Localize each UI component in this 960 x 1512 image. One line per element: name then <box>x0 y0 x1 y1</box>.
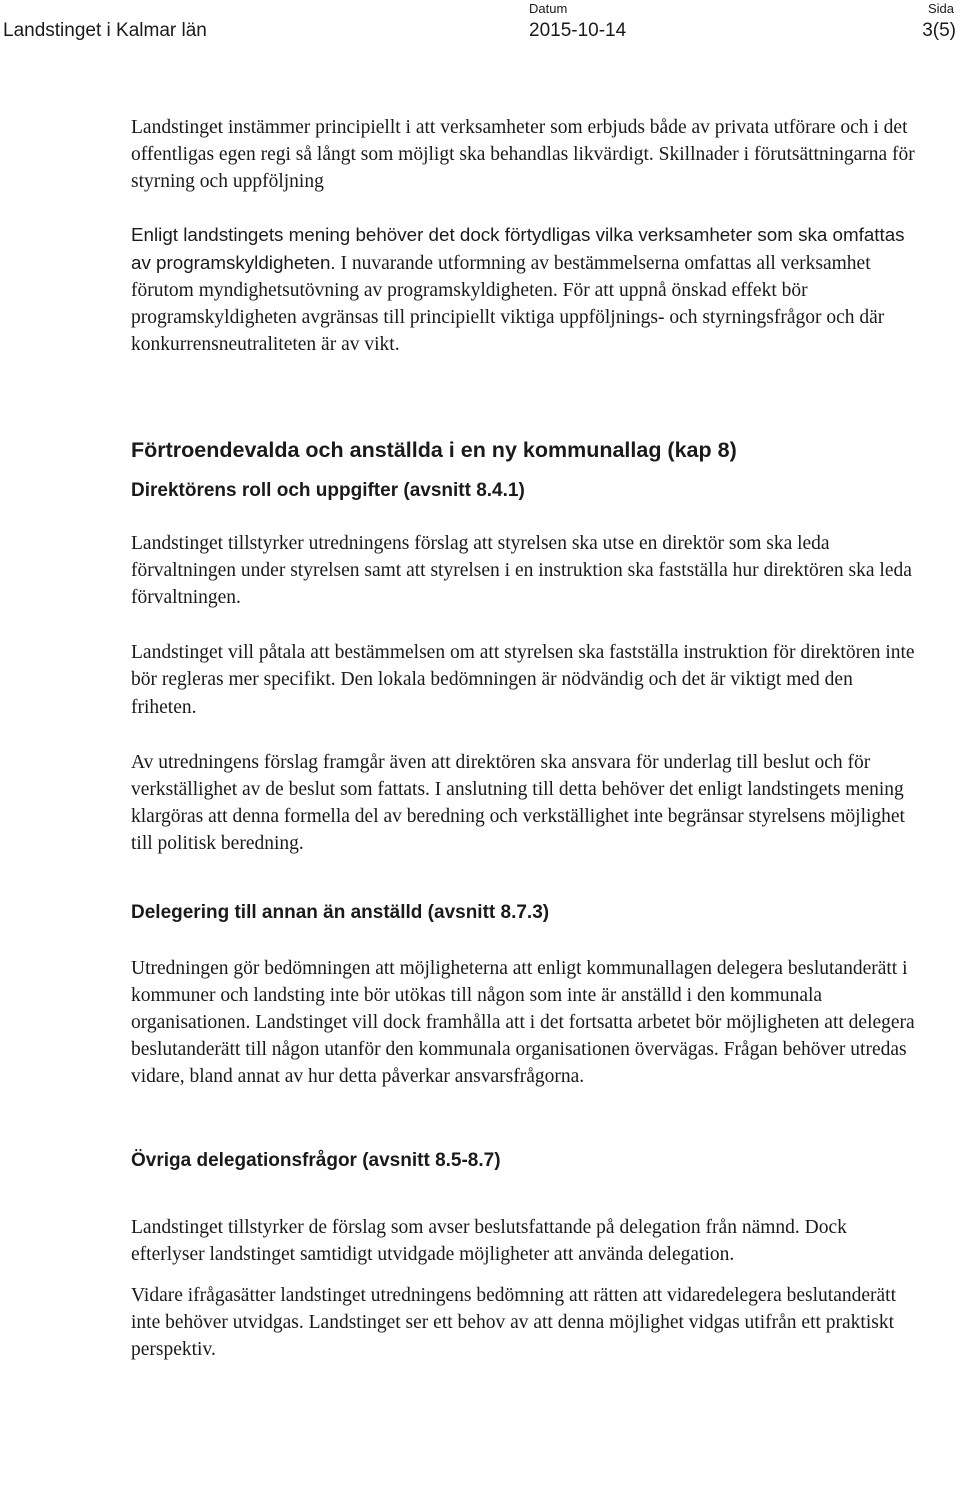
other-delegation-paragraph-2: Vidare ifrågasätter landstinget utredningens bedömning att rätten att vidaredelegera beslutanderätt inte behöver utvidgas. Landstinget ser ett behov av att denna möjlighet vidgas utifrån ett praktiskt perspektiv. <box>131 1285 896 1361</box>
organization-name: Landstinget i Kalmar län <box>3 20 207 41</box>
document-body <box>131 114 921 1364</box>
subsection-title-director: Direktörens roll och uppgifter (avsnitt 8.4.1) <box>131 479 525 501</box>
subsection-title-other-delegation: Övriga delegationsfrågor (avsnitt 8.5-8.7) <box>131 1149 501 1171</box>
document-date: 2015-10-14 <box>529 20 627 41</box>
director-paragraph-2: Landstinget vill påtala att bestämmelsen om att styrelsen ska fastställa instruktion för direktören inte bör regleras mer specifikt. Den lokala bedömningen är nödvändig och det är viktigt med den friheten. <box>131 642 915 718</box>
page-number: 3(5) <box>922 20 956 41</box>
intro-paragraph-2-lead: Enligt landstingets mening behöver det dock förtydligas vilka verksamheter som ska omfattas av programskyldigheten. <box>131 223 905 273</box>
delegation-paragraph-1: Utredningen gör bedömningen att möjligheterna att enligt kommunallagen delegera beslutanderätt i kommuner och landsting inte bör utökas till någon som inte är anställd i den kommunala organisationen. Landstinget vill dock framhålla att i det fortsatta arbetet bör möjligheten att delegera beslutanderätt till någon utanför den kommunala organisationen övervägas. Frågan behöver utredas vidare, bland annat av hur detta påverkar ansvarsfrågorna. <box>131 957 915 1088</box>
page-header <box>0 0 960 60</box>
page-label: Sida <box>927 1 954 16</box>
intro-paragraph-2-rest: I nuvarande utformning av bestämmelserna omfattas all verksamhet förutom myndighetsutövning av programskyldigheten. För att uppnå önskad effekt bör programskyldigheten avgränsas till principiellt viktiga uppföljnings- och styrningsfrågor och där konkurrensneutraliteten är av vikt. <box>131 252 885 356</box>
section-title: Förtroendevalda och anställda i en ny kommunallag (kap 8) <box>131 437 737 462</box>
intro-paragraph-1: Landstinget instämmer principiellt i att verksamheter som erbjuds både av privata utförare och i det offentligas egen regi så långt som möjligt ska behandlas likvärdigt. Skillnader i förutsättningarna för styrning och uppföljning <box>131 117 915 193</box>
director-paragraph-1: Landstinget tillstyrker utredningens förslag att styrelsen ska utse en direktör som ska leda förvaltningen under styrelsen samt att styrelsen i en instruktion ska fastställa hur direktören ska leda förvaltningen. <box>131 532 912 609</box>
subsection-title-delegation: Delegering till annan än anställd (avsnitt 8.7.3) <box>131 901 550 923</box>
date-label: Datum <box>529 1 568 16</box>
other-delegation-paragraph-1: Landstinget tillstyrker de förslag som avser beslutsfattande på delegation från nämnd. Dock efterlyser landstinget samtidigt utvidgade möjligheter att använda delegation. <box>131 1216 847 1265</box>
director-paragraph-3: Av utredningens förslag framgår även att direktören ska ansvara för underlag till beslut och för verkställighet av de beslut som fattats. I anslutning till detta behöver det enligt landstingets mening klargöras att denna formella del av beredning och verkställighet inte begränsar styrelsens möjlighet till politisk beredning. <box>131 751 905 855</box>
intro-paragraph-2 <box>131 221 921 359</box>
